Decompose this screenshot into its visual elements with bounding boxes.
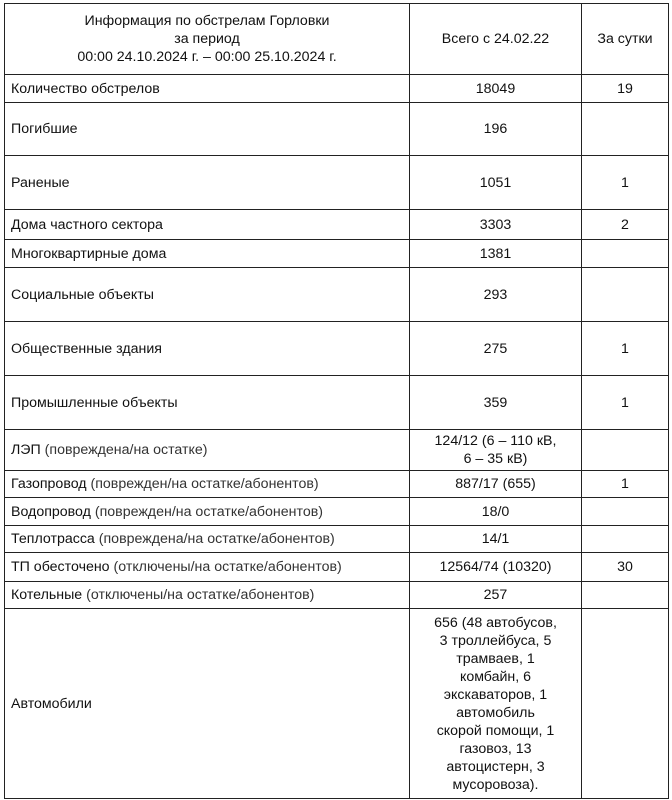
row-day: 30 [582,553,669,582]
column-header-total: Всего с 24.02.22 [410,4,582,75]
table-row [5,582,669,609]
title-line-3: 00:00 24.10.2024 г. – 00:00 25.10.2024 г. [77,49,337,65]
row-day [582,103,669,156]
row-note: (поврежден/на остатке/абонентов) [86,476,319,492]
row-total: 14/1 [410,526,582,553]
row-total: 1381 [410,240,582,268]
table-row [5,526,669,553]
row-day [582,430,669,471]
row-total: 124/12 (6 – 110 кВ, 6 – 35 кВ) [410,430,582,471]
table-row [5,471,669,498]
row-total: 887/17 (655) [410,471,582,498]
table-row [5,609,669,799]
row-day [582,582,669,609]
row-label: Многоквартирные дома [5,240,410,268]
row-day: 1 [582,156,669,210]
row-note: (повреждена/на остатке/абонентов) [94,531,335,547]
title-line-1: Информация по обстрелам Горловки [84,13,330,29]
row-label: Котельные (отключены/на остатке/абонентов) [5,582,410,609]
table-row [5,430,669,471]
row-total: 359 [410,376,582,430]
table-row [5,240,669,268]
table-row [5,210,669,240]
row-note: (поврежден/на остатке/абонентов) [90,503,323,520]
row-label: ЛЭП (повреждена/на остатке) [5,430,410,471]
row-total: 257 [410,582,582,609]
row-label: Дома частного сектора [5,210,410,240]
table-row [5,376,669,430]
table-row [5,156,669,210]
row-label: Теплотрасса (повреждена/на остатке/абонентов) [5,526,410,553]
row-note: (повреждена/на остатке) [40,442,208,458]
shelling-report-table [4,3,669,799]
row-label: Погибшие [5,103,410,156]
row-label: Общественные здания [5,322,410,376]
row-label: Количество обстрелов [5,75,410,103]
row-total: 1051 [410,156,582,210]
row-day: 19 [582,75,669,103]
report-title [5,4,410,75]
table-header-row [5,4,669,75]
row-total: 18/0 [410,498,582,526]
row-day [582,240,669,268]
table-row [5,553,669,582]
row-label: Промышленные объекты [5,376,410,430]
table-row [5,268,669,322]
row-day [582,609,669,799]
row-day [582,268,669,322]
row-total: 275 [410,322,582,376]
row-total: 18049 [410,75,582,103]
table-row [5,322,669,376]
row-day: 1 [582,471,669,498]
column-header-day: За сутки [582,4,669,75]
row-total: 656 (48 автобусов, 3 троллейбуса, 5 трамваев, 1 комбайн, 6 экскаваторов, 1 автомобиль скорой помощи, 1 газовоз, 13 автоцистерн, 3 мусоровоза). [410,609,582,799]
row-label: Раненые [5,156,410,210]
row-label: Водопровод (поврежден/на остатке/абонентов) [5,498,410,526]
row-label: Социальные объекты [5,268,410,322]
row-total: 12564/74 (10320) [410,553,582,582]
row-day [582,526,669,553]
row-label: Газопровод (поврежден/на остатке/абонентов) [5,471,410,498]
row-total: 3303 [410,210,582,240]
row-total: 196 [410,103,582,156]
row-note: (отключены/на остатке/абонентов) [82,587,315,603]
title-line-2: за период [174,31,240,47]
row-label: ТП обесточено (отключены/на остатке/абонентов) [5,553,410,582]
table-row [5,75,669,103]
table-row [5,103,669,156]
row-day [582,498,669,526]
table-row [5,498,669,526]
row-day: 2 [582,210,669,240]
row-label: Автомобили [5,609,410,799]
row-total: 293 [410,268,582,322]
row-note: (отключены/на остатке/абонентов) [109,559,342,575]
row-day: 1 [582,376,669,430]
row-day: 1 [582,322,669,376]
